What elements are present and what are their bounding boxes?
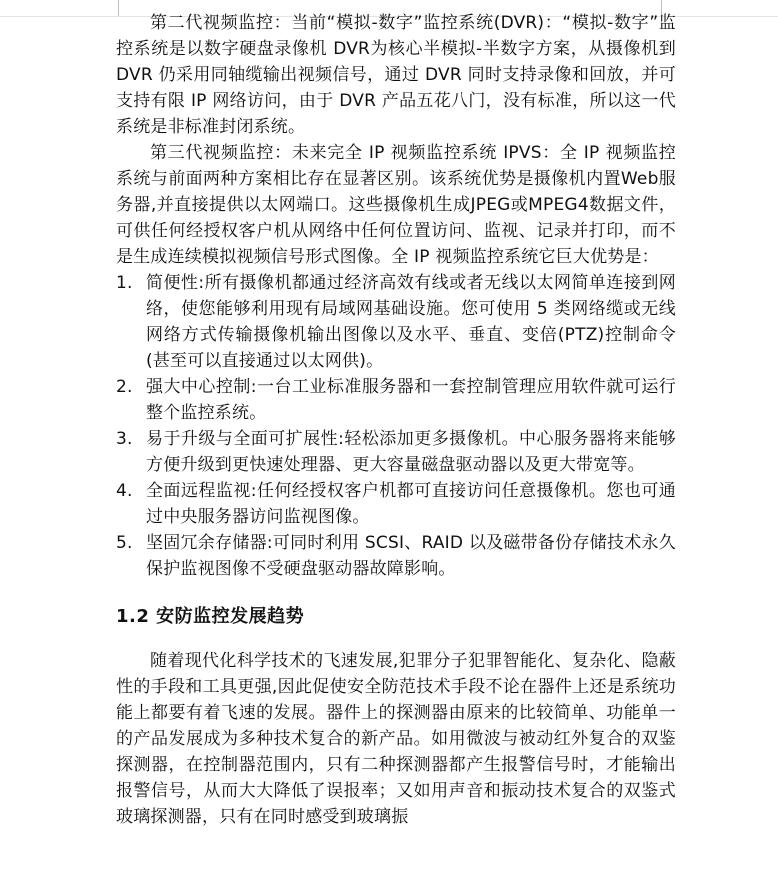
list-item — [116, 530, 676, 582]
list-item — [116, 478, 676, 530]
list-item — [116, 374, 676, 426]
list-number: 4. — [116, 481, 133, 501]
list-text: 简便性:所有摄像机都通过经济高效有线或者无线以太网简单连接到网络，使您能够利用现有局域网基础设施。您可使用 5 类网络缆或无线网络方式传输摄像机输出图像以及水平、垂直、变倍(PTZ)控制命令(甚至可以直接通过以太网供)。 — [146, 273, 676, 371]
paragraph-third-gen: 第三代视频监控：未来完全 IP 视频监控系统 IPVS：全 IP 视频监控系统与前面两种方案相比存在显著区别。该系统优势是摄像机内置Web服务器,并直接提供以太网端口。这些摄像机生成JPEG或MPEG4数据文件，可供任何经授权客户机从网络中任何位置访问、监视、记录并打印，而不是生成连续模拟视频信号形式图像。全 IP 视频监控系统它巨大优势是： — [116, 143, 676, 267]
list-text: 强大中心控制:一台工业标准服务器和一套控制管理应用软件就可运行整个监控系统。 — [146, 377, 676, 423]
section-heading: 1.2 安防监控发展趋势 — [116, 606, 305, 627]
list-text: 全面远程监视:任何经授权客户机都可直接访问任意摄像机。您也可通过中央服务器访问监视图像。 — [146, 481, 676, 527]
list-text: 坚固冗余存储器:可同时利用 SCSI、RAID 以及磁带备份存储技术永久保护监视图像不受硬盘驱动器故障影响。 — [146, 533, 676, 579]
list-number: 5. — [116, 533, 133, 553]
paragraph-second-gen: 第二代视频监控：当前“模拟-数字”监控系统(DVR)：“模拟-数字”监控系统是以数字硬盘录像机 DVR为核心半模拟-半数字方案，从摄像机到 DVR 仍采用同轴缆输出视频信号，通过 DVR 同时支持录像和回放，并可支持有限 IP 网络访问，由于 DVR 产品五花八门，没有标准，所以这一代系统是非标准封闭系统。 — [116, 13, 676, 137]
list-number: 1. — [116, 273, 133, 293]
list-number: 3. — [116, 429, 133, 449]
list-text: 易于升级与全面可扩展性:轻松添加更多摄像机。中心服务器将来能够方便升级到更快速处理器、更大容量磁盘驱动器以及更大带宽等。 — [146, 429, 676, 475]
list-item — [116, 426, 676, 478]
list-number: 2. — [116, 377, 133, 397]
advantages-list — [116, 270, 676, 582]
paragraph-trends: 随着现代化科学技术的飞速发展,犯罪分子犯罪智能化、复杂化、隐蔽性的手段和工具更强,因此促使安全防范技术手段不论在器件上还是系统功能上都要有着飞速的发展。器件上的探测器由原来的比较简单、功能单一的产品发展成为多种技术复合的新产品。如用微波与被动红外复合的双鉴探测器，在控制器范围内，只有二种探测器都产生报警信号时，才能输出报警信号，从而大大降低了误报率；又如用声音和振动技术复合的双鉴式玻璃探测器，只有在同时感受到玻璃振 — [116, 651, 676, 827]
document-body — [116, 10, 676, 830]
list-item — [116, 270, 676, 374]
